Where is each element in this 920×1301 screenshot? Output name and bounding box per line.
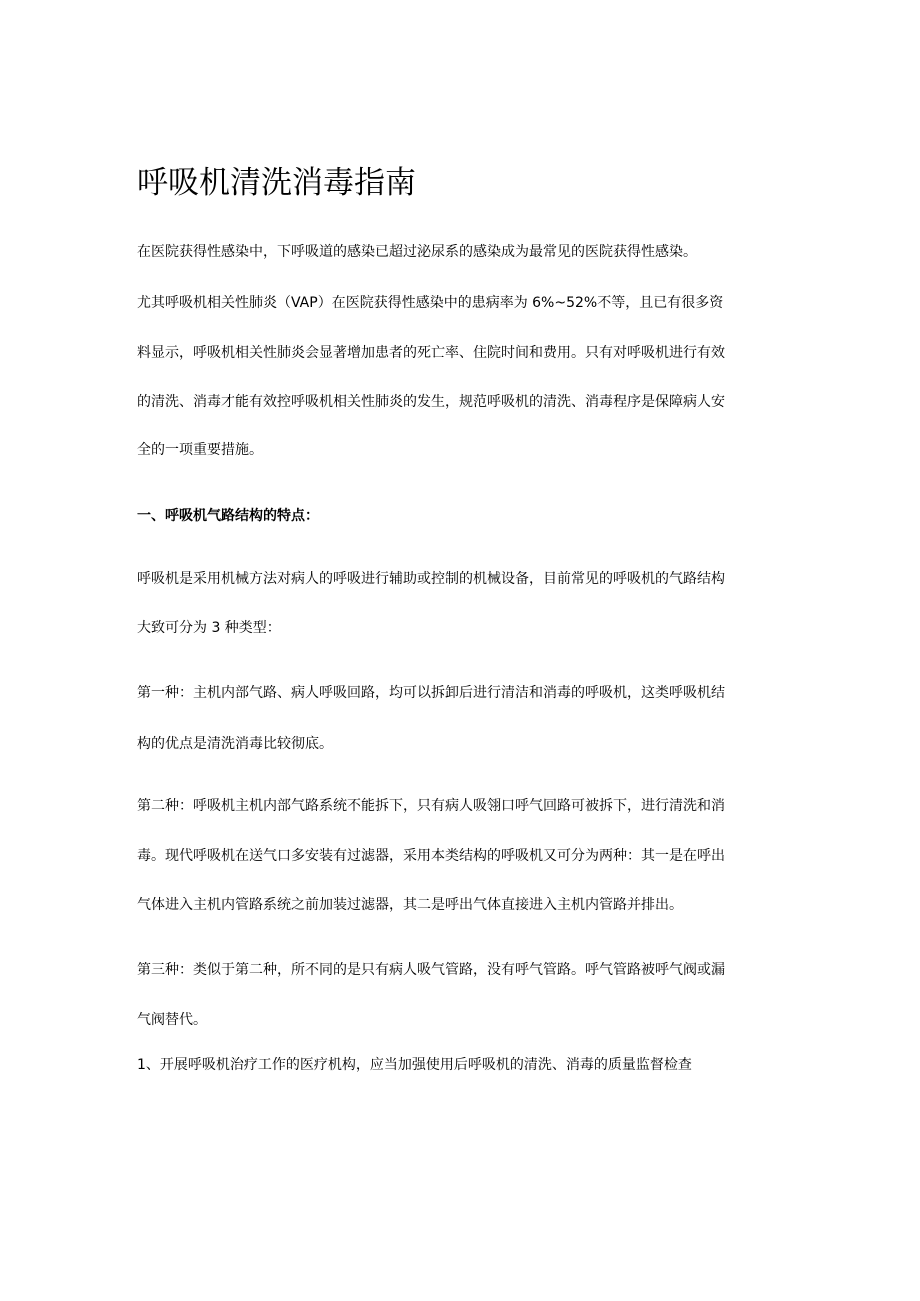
section-1-intro-line-2: 大致可分为 3 种类型： [137, 620, 281, 636]
type-3-line-2: 气阀替代。 [137, 1012, 207, 1028]
type-3-line-1: 第三种：类似于第二种，所不同的是只有病人吸气管路，没有呼气管路。呼气管路被呼气阀或漏 [137, 962, 725, 978]
section-1-intro-line-1: 呼吸机是采用机械方法对病人的呼吸进行辅助或控制的机械设备，目前常见的呼吸机的气路结构 [137, 571, 725, 587]
type-1-line-1: 第一种：主机内部气路、病人呼吸回路，均可以拆卸后进行清洁和消毒的呼吸机，这类呼吸机结 [137, 685, 725, 701]
section-1-heading: 一、呼吸机气路结构的特点： [137, 508, 319, 524]
vap-paragraph-line-4: 全的一项重要措施。 [137, 442, 263, 458]
intro-line-1: 在医院获得性感染中，下呼吸道的感染已超过泌尿系的感染成为最常见的医院获得性感染。 [137, 244, 697, 260]
type-2-line-3: 气体进入主机内管路系统之前加装过滤器，其二是呼出气体直接进入主机内管路并排出。 [137, 897, 683, 913]
type-2-line-1: 第二种：呼吸机主机内部气路系统不能拆下，只有病人吸翎口呼气回路可被拆下，进行清洗和消 [137, 798, 725, 814]
type-1-line-2: 构的优点是清洗消毒比较彻底。 [137, 736, 333, 752]
vap-paragraph-line-3: 的清洗、消毒才能有效控呼吸机相关性肺炎的发生，规范呼吸机的清洗、消毒程序是保障病人安 [137, 394, 725, 410]
type-2-line-2: 毒。现代呼吸机在送气口多安装有过滤器，采用本类结构的呼吸机又可分为两种：其一是在呼出 [137, 848, 725, 864]
item-1: 1、开展呼吸机治疗工作的医疗机构，应当加强使用后呼吸机的清洗、消毒的质量监督检查 [137, 1057, 692, 1073]
vap-paragraph-line-1: 尤其呼吸机相关性肺炎（VAP）在医院获得性感染中的患病率为 6%~52%不等，且已有很多资 [137, 295, 724, 311]
vap-paragraph-line-2: 料显示，呼吸机相关性肺炎会显著增加患者的死亡率、住院时间和费用。只有对呼吸机进行有效 [137, 345, 725, 361]
document-title: 呼吸机清洗消毒指南 [137, 165, 416, 201]
